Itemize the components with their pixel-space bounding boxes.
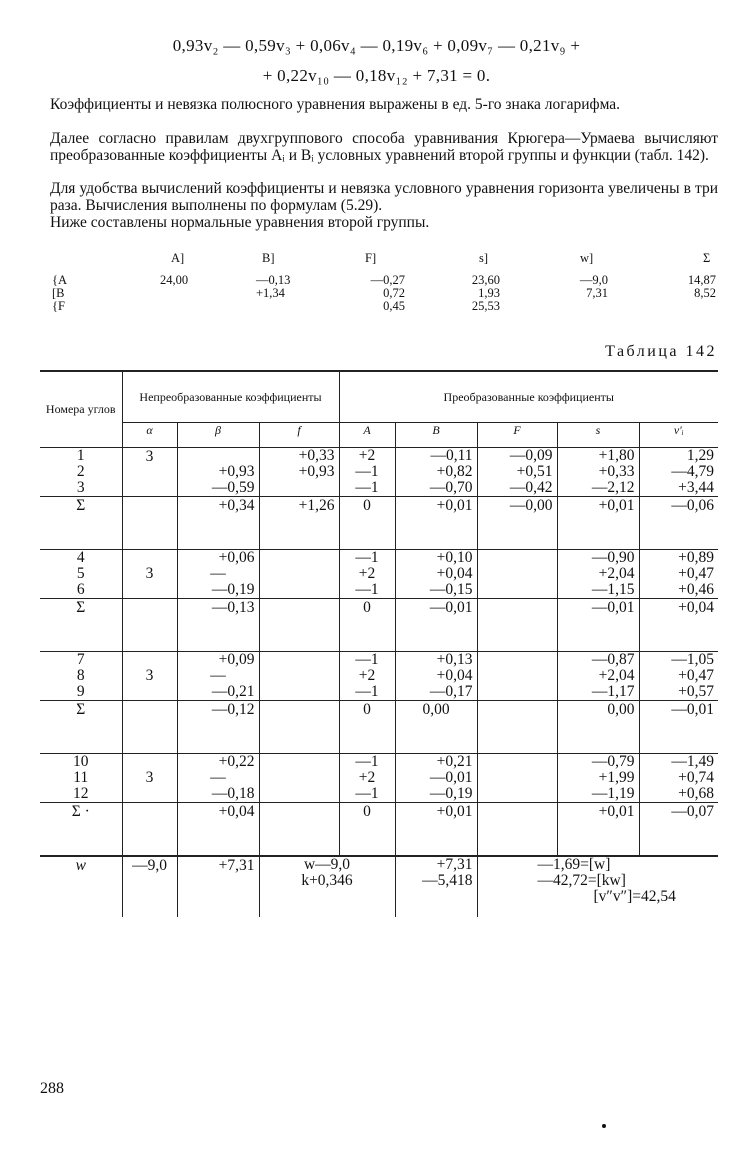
w-f-A: w—9,0 k+0,346 [259,856,395,917]
paragraph-4: Ниже составлены нормальные уравнения второй группы. [50,214,430,231]
ne-value: —9,0 [579,273,608,287]
ne-col-s [460,274,500,313]
ne-value: 14,87 [687,273,716,287]
sum-label: Σ [40,497,122,550]
ne-value: 24,00 [160,273,189,287]
sum-B: 0,00 [395,701,477,754]
A-cell: —1 +2 —1 [339,754,395,803]
equation-line-2: + 0,22v₁₀ — 0,18v₁₂ + 7,31 = 0. [262,66,491,85]
sum-F [477,803,557,857]
sum-alpha [122,701,177,754]
ne-col-B [256,274,290,300]
s-cell: +1,80 +0,33 —2,12 [557,448,639,497]
sum-f [259,803,339,857]
angle-numbers: 1 2 3 [40,448,122,497]
equation-line-1: 0,93v₂ — 0,59v₃ + 0,06v₄ — 0,19v₆ + 0,09v₇ — 0,21v₉ + [172,36,581,55]
paragraph-3: Для удобства вычислений коэффициенты и невязка условного уравнения горизонта увеличены в три раза. Вычисления выполнены по формулам (5.29). [50,180,718,214]
sum-s: +0,01 [557,803,639,857]
s-cell: —0,87 +2,04 —1,17 [557,652,639,701]
w-row [40,856,718,917]
f-cell [259,550,339,599]
angle-numbers: 10 11 12 [40,754,122,803]
sum-row [40,803,718,857]
A-cell: —1 +2 —1 [339,550,395,599]
ne-header-w: w] [580,251,594,265]
ne-row-labels [52,274,67,313]
page-number: 288 [40,1080,64,1097]
ne-header-F: F] [365,251,377,265]
f-cell [259,652,339,701]
sum-F: —0,00 [477,497,557,550]
sum-f: +1,26 [259,497,339,550]
header-f: f [259,423,339,448]
ne-label: {F [52,299,65,313]
beta-cell: +0,93 —0,59 [177,448,259,497]
ne-label: {A [52,273,68,287]
header-alpha: α [122,423,177,448]
s-cell: —0,90 +2,04 —1,15 [557,550,639,599]
sum-row [40,599,718,652]
sum-f [259,701,339,754]
sum-s: 0,00 [557,701,639,754]
header-v: v'ᵢ [673,423,684,437]
sum-v: —0,07 [671,803,714,820]
sum-s: +0,01 [557,497,639,550]
ne-col-F [357,274,405,313]
ne-value: 1,93 [478,286,500,300]
angle-numbers: 4 5 6 [40,550,122,599]
sum-label: Σ [40,599,122,652]
f-cell [259,754,339,803]
sum-alpha [122,497,177,550]
sum-beta: +0,34 [177,497,259,550]
F-cell [477,550,557,599]
w-label: w [40,856,122,917]
w-alpha: —9,0 [122,856,177,917]
B-cell: +0,21 —0,01 —0,19 [395,754,477,803]
beta-cell: +0,09 — —0,21 [177,652,259,701]
B-cell: +0,10 +0,04 —0,15 [395,550,477,599]
alpha-cell: 3 [122,550,177,599]
ne-value: —0,13 [256,273,291,287]
ne-header-sigma: Σ [703,251,711,265]
sum-v: —0,01 [671,701,714,718]
ne-header-s: s] [479,251,489,265]
w-B: +7,31 —5,418 [395,856,477,917]
w-summary: —1,69=[w] —42,72=[kw] [v″v″]=42,54 [537,856,676,905]
ne-value: 0,45 [383,299,405,313]
sum-alpha [122,803,177,857]
sum-B: +0,01 [395,497,477,550]
sum-alpha [122,599,177,652]
header-A: A [339,423,395,448]
ne-label: [B [52,286,65,300]
F-cell [477,754,557,803]
sum-B: +0,01 [395,803,477,857]
w-beta: +7,31 [177,856,259,917]
sum-beta: —0,13 [177,599,259,652]
header-s: s [557,423,639,448]
sum-B: —0,01 [395,599,477,652]
ne-col-A [160,274,188,287]
ne-header-B: B] [262,251,275,265]
sum-A: 0 [339,701,395,754]
ne-value: +1,34 [256,286,285,300]
header-transformed: Преобразованные коэффициенты [443,389,614,404]
v-cell: —1,05 +0,47 +0,57 [671,651,714,700]
sum-row [40,701,718,754]
s-cell: —0,79 +1,99 —1,19 [557,754,639,803]
F-cell: —0,09 +0,51 —0,42 [477,448,557,497]
ne-value: —0,27 [370,273,405,287]
sum-beta: +0,04 [177,803,259,857]
v-cell: +0,89 +0,47 +0,46 [678,549,714,598]
table-row [40,448,718,497]
sum-A: 0 [339,599,395,652]
v-cell: 1,29 —4,79 +3,44 [671,447,714,496]
table-row [40,550,718,599]
ne-header-A: A] [171,251,185,265]
sum-label: Σ · [40,803,122,857]
sum-v: +0,04 [678,599,714,616]
ink-dot [602,1124,606,1128]
sum-s: —0,01 [557,599,639,652]
sum-A: 0 [339,803,395,857]
sum-f [259,599,339,652]
sum-label: Σ [40,701,122,754]
sum-F [477,599,557,652]
sum-A: 0 [339,497,395,550]
paragraph-2: Далее согласно правилам двухгруппового способа уравнивания Крюгера—Урмаева вычисляют преобразованные коэффициенты Aᵢ и Bᵢ условных уравнений второй группы и функции (табл. 142). [50,130,718,164]
ne-value: 0,72 [383,286,405,300]
A-cell: +2 —1 —1 [339,448,395,497]
sum-v: —0,06 [671,497,714,514]
sum-F [477,701,557,754]
header-B: B [395,423,477,448]
sum-row [40,497,718,550]
ne-value: 7,31 [586,286,608,300]
table-142 [40,370,718,917]
header-untransformed: Непреобразованные коэффициенты [122,371,339,423]
B-cell: +0,13 +0,04 —0,17 [395,652,477,701]
A-cell: —1 +2 —1 [339,652,395,701]
alpha-cell: 3 [122,448,177,497]
f-cell: +0,33 +0,93 [259,448,339,497]
table-row [40,652,718,701]
table-row [40,754,718,803]
beta-cell: +0,06 — —0,19 [177,550,259,599]
table-caption: Таблица 142 [605,343,717,360]
beta-cell: +0,22 — —0,18 [177,754,259,803]
angle-numbers: 7 8 9 [40,652,122,701]
ne-value: 23,60 [471,273,500,287]
sum-beta: —0,12 [177,701,259,754]
header-F: F [477,423,557,448]
v-cell: —1,49 +0,74 +0,68 [671,753,714,802]
F-cell [477,652,557,701]
alpha-cell: 3 [122,652,177,701]
ne-col-sigma [670,274,716,300]
ne-value: 8,52 [694,286,716,300]
header-beta: β [177,423,259,448]
header-angle-numbers: Номера углов [40,371,122,448]
B-cell: —0,11 +0,82 —0,70 [395,448,477,497]
ne-value: 25,53 [471,299,500,313]
ne-col-w [566,274,608,300]
alpha-cell: 3 [122,754,177,803]
paragraph-1: Коэффициенты и невязка полюсного уравнения выражены в ед. 5-го знака логарифма. [50,96,621,113]
